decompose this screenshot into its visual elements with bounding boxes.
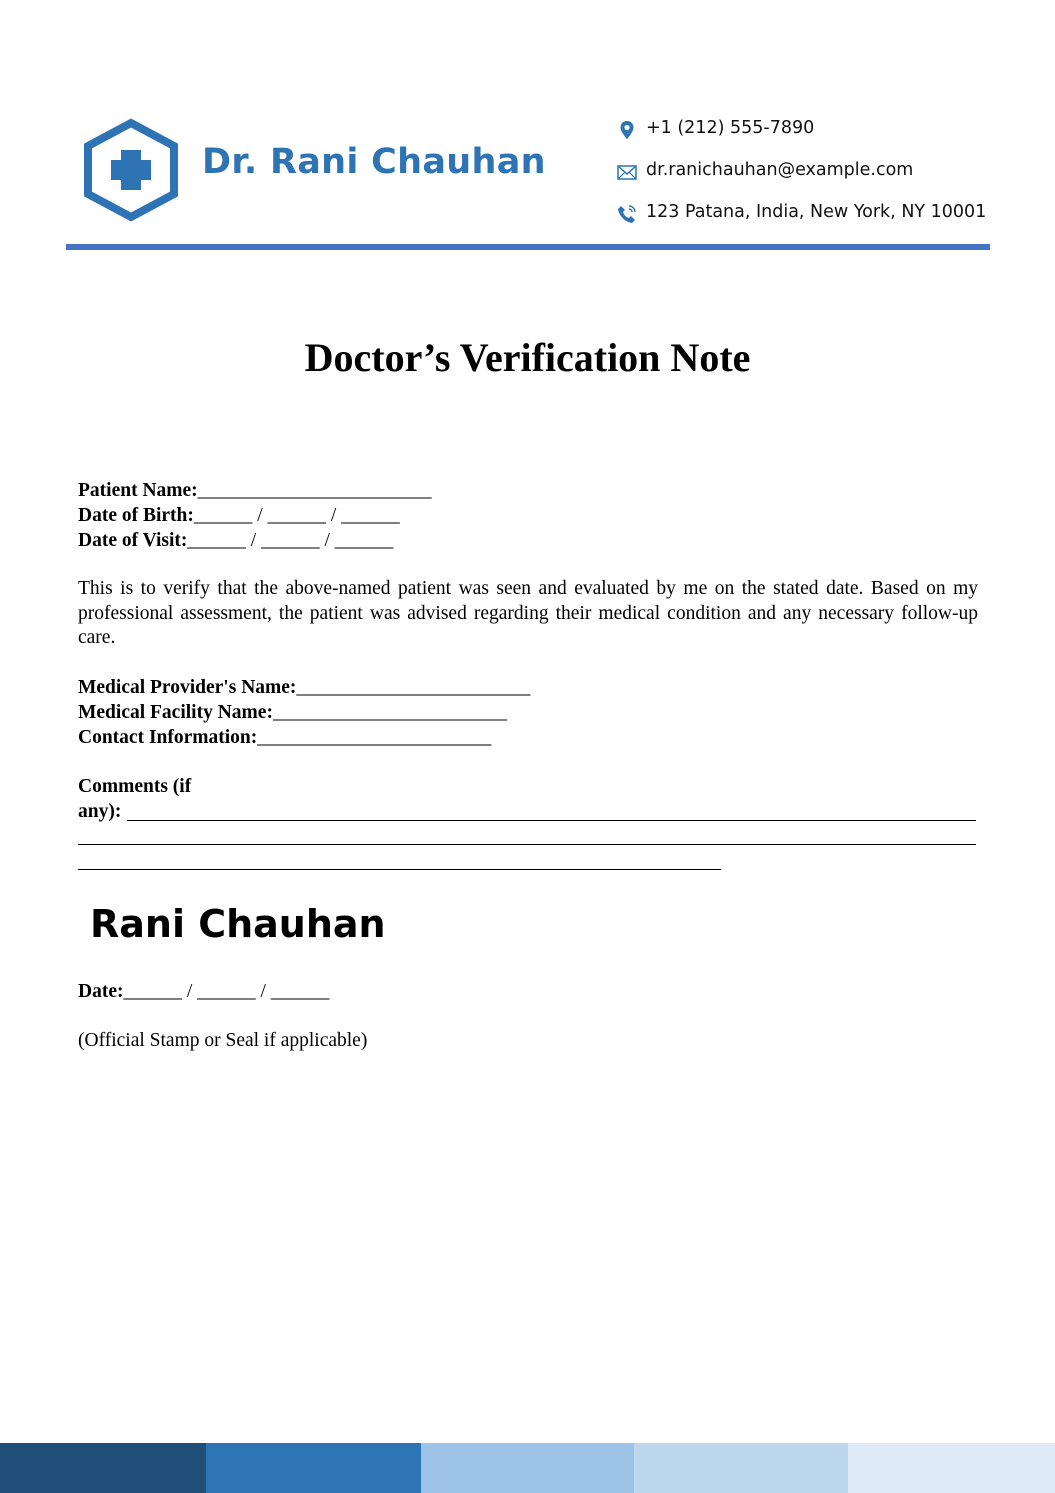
dob-label: Date of Birth:	[78, 505, 194, 526]
date-blank[interactable]: ______ / ______ / ______	[123, 981, 330, 1002]
stamp-note: (Official Stamp or Seal if applicable)	[78, 1030, 368, 1051]
comments-line-2[interactable]	[78, 844, 976, 845]
footer-band-4	[634, 1443, 848, 1493]
doctor-name: Dr. Rani Chauhan	[202, 142, 546, 182]
footer-band-2	[206, 1443, 421, 1493]
date-row	[78, 980, 329, 1004]
dov-row	[78, 529, 393, 553]
patient-name-label: Patient Name:	[78, 480, 198, 501]
date-label: Date:	[78, 981, 124, 1002]
email-text: dr.ranichauhan@example.com	[646, 160, 914, 180]
contact-blank[interactable]: ________________________	[257, 727, 492, 748]
facility-blank[interactable]: ________________________	[272, 702, 507, 723]
facility-row	[78, 701, 507, 725]
envelope-icon	[616, 161, 638, 183]
footer-color-band	[0, 1443, 1055, 1493]
footer-band-3	[421, 1443, 634, 1493]
dov-blank[interactable]: ______ / ______ / ______	[187, 530, 394, 551]
provider-row	[78, 676, 530, 700]
comments-label-line-1: Comments (if	[78, 776, 192, 797]
signature: Rani Chauhan	[90, 902, 386, 946]
provider-label: Medical Provider's Name:	[78, 677, 297, 698]
contact-row	[78, 726, 491, 750]
dob-blank[interactable]: ______ / ______ / ______	[193, 505, 400, 526]
phone-text: +1 (212) 555-7890	[646, 118, 815, 138]
document-title: Doctor’s Verification Note	[304, 335, 751, 380]
patient-name-blank[interactable]: ________________________	[197, 480, 432, 501]
dov-label: Date of Visit:	[78, 530, 188, 551]
facility-label: Medical Facility Name:	[78, 702, 273, 723]
location-pin-icon	[616, 119, 638, 141]
address-text: 123 Patana, India, New York, NY 10001	[646, 202, 987, 222]
phone-icon	[616, 203, 638, 225]
contact-label: Contact Information:	[78, 727, 258, 748]
provider-blank[interactable]: ________________________	[296, 677, 531, 698]
comments-line-1[interactable]	[127, 820, 976, 821]
comments-label-line-2: any):	[78, 801, 122, 822]
dob-row	[78, 504, 400, 528]
footer-band-5	[848, 1443, 1055, 1493]
patient-name-row	[78, 479, 432, 503]
verification-paragraph: This is to verify that the above-named patient was seen and evaluated by me on the stated date. Based on my professional assessment, the patient was advised regarding their medical condition and any necessary follow-up care.	[78, 578, 978, 648]
medical-cross-logo-icon	[82, 118, 180, 222]
header-divider	[66, 244, 990, 250]
footer-band-1	[0, 1443, 206, 1493]
comments-line-3[interactable]	[78, 869, 721, 870]
